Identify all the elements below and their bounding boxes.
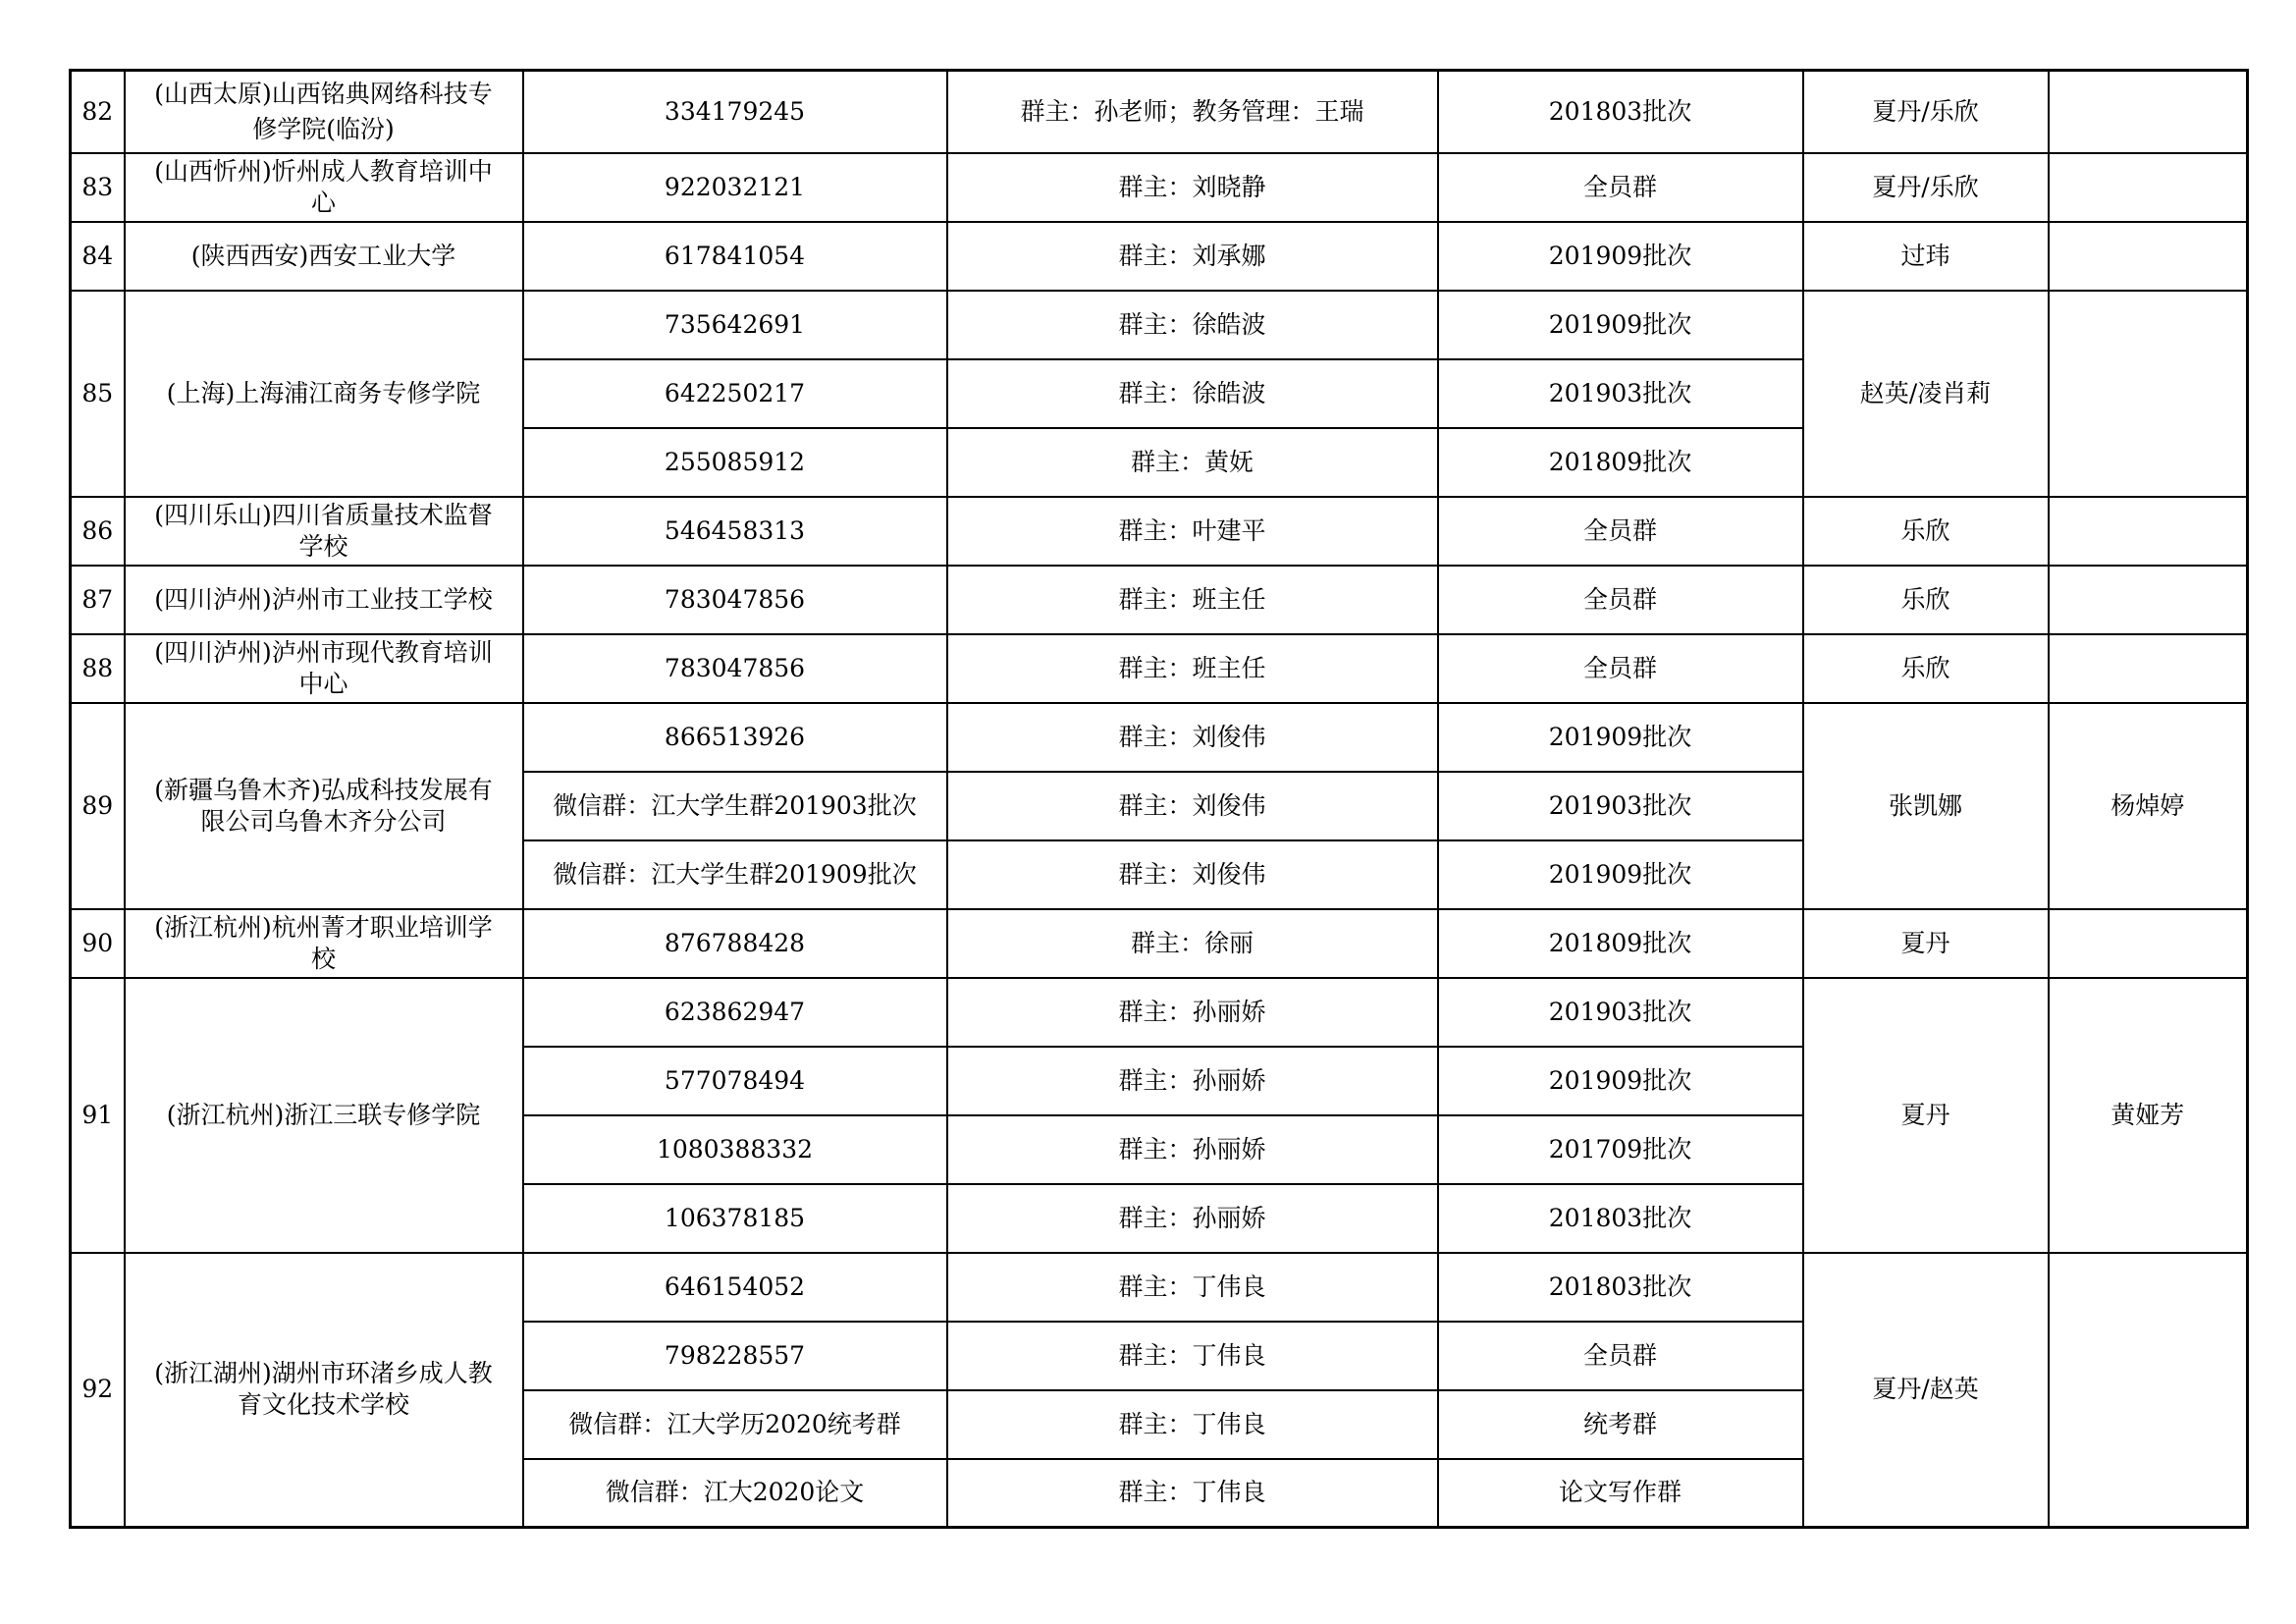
- row-index-cell: 86: [71, 497, 125, 566]
- contact-group-table: [69, 69, 2249, 1529]
- group-id-cell: 922032121: [523, 153, 947, 222]
- batch-cell: 201809批次: [1438, 909, 1803, 978]
- table-row: [71, 634, 2248, 703]
- contact-cell: 张凯娜: [1803, 703, 2049, 909]
- institution-name-line: 限公司乌鲁木齐分公司: [200, 806, 447, 836]
- group-owner-cell: 群主：孙丽娇: [947, 978, 1438, 1047]
- institution-name-cell: [125, 703, 523, 909]
- institution-name-line: 修学院(临汾): [252, 114, 395, 143]
- batch-cell: 201909批次: [1438, 703, 1803, 772]
- group-id-cell: 1080388332: [523, 1115, 947, 1184]
- batch-cell: 201903批次: [1438, 978, 1803, 1047]
- institution-name-line: (浙江杭州)杭州菁才职业培训学: [154, 912, 493, 942]
- group-id-cell: 798228557: [523, 1322, 947, 1390]
- supervisor-cell: [2049, 71, 2248, 153]
- table-row: [71, 222, 2248, 291]
- group-id-cell: 微信群：江大学生群201903批次: [523, 772, 947, 840]
- group-owner-cell: 群主：丁伟良: [947, 1253, 1438, 1322]
- batch-cell: 论文写作群: [1438, 1459, 1803, 1528]
- row-index-cell: 84: [71, 222, 125, 291]
- contact-cell: 乐欣: [1803, 566, 2049, 634]
- institution-name-line: 中心: [298, 669, 348, 698]
- row-index-cell: 91: [71, 978, 125, 1253]
- institution-name-line: (山西忻州)忻州成人教育培训中: [154, 156, 493, 186]
- batch-cell: 201903批次: [1438, 359, 1803, 428]
- group-id-cell: 735642691: [523, 291, 947, 359]
- batch-cell: 201803批次: [1438, 1184, 1803, 1253]
- table-row: [71, 566, 2248, 634]
- row-index-cell: 87: [71, 566, 125, 634]
- group-owner-cell: 群主：徐丽: [947, 909, 1438, 978]
- supervisor-cell: 杨焯婷: [2049, 703, 2248, 909]
- group-id-cell: 546458313: [523, 497, 947, 566]
- batch-cell: 201909批次: [1438, 291, 1803, 359]
- contact-cell: 乐欣: [1803, 497, 2049, 566]
- batch-cell: 201909批次: [1438, 222, 1803, 291]
- group-owner-cell: 群主：叶建平: [947, 497, 1438, 566]
- institution-name-cell: [125, 1253, 523, 1528]
- batch-cell: 201909批次: [1438, 1047, 1803, 1115]
- row-index-cell: 90: [71, 909, 125, 978]
- institution-name-cell: [125, 71, 523, 153]
- batch-cell: 201803批次: [1438, 1253, 1803, 1322]
- supervisor-cell: [2049, 1253, 2248, 1528]
- group-id-cell: 微信群：江大学历2020统考群: [523, 1390, 947, 1459]
- supervisor-cell: [2049, 909, 2248, 978]
- supervisor-cell: [2049, 497, 2248, 566]
- group-owner-cell: 群主：班主任: [947, 634, 1438, 703]
- group-owner-cell: 群主：孙丽娇: [947, 1115, 1438, 1184]
- group-id-cell: 783047856: [523, 634, 947, 703]
- institution-name-cell: [125, 291, 523, 497]
- row-index-cell: 92: [71, 1253, 125, 1528]
- batch-cell: 201909批次: [1438, 840, 1803, 909]
- contact-cell: 夏丹/乐欣: [1803, 71, 2049, 153]
- table-row: [71, 909, 2248, 978]
- supervisor-cell: [2049, 153, 2248, 222]
- batch-cell: 全员群: [1438, 1322, 1803, 1390]
- group-owner-cell: 群主：黄妩: [947, 428, 1438, 497]
- batch-cell: 全员群: [1438, 566, 1803, 634]
- contact-cell: 过玮: [1803, 222, 2049, 291]
- institution-name-line: 校: [310, 944, 336, 973]
- row-index-cell: 85: [71, 291, 125, 497]
- table-row: [71, 978, 2248, 1047]
- group-owner-cell: 群主：徐皓波: [947, 291, 1438, 359]
- supervisor-cell: [2049, 222, 2248, 291]
- institution-name-line: (山西太原)山西铭典网络科技专: [154, 79, 493, 108]
- institution-name-line: 心: [310, 188, 336, 217]
- contact-cell: 乐欣: [1803, 634, 2049, 703]
- row-index-cell: 89: [71, 703, 125, 909]
- group-id-cell: 微信群：江大2020论文: [523, 1459, 947, 1528]
- table-row: [71, 291, 2248, 359]
- table-row: [71, 497, 2248, 566]
- institution-name-line: (浙江杭州)浙江三联专修学院: [166, 1100, 481, 1129]
- institution-name-cell: [125, 566, 523, 634]
- institution-name-line: 学校: [298, 531, 348, 561]
- batch-cell: 201809批次: [1438, 428, 1803, 497]
- group-id-cell: 642250217: [523, 359, 947, 428]
- group-id-cell: 866513926: [523, 703, 947, 772]
- group-owner-cell: 群主：丁伟良: [947, 1459, 1438, 1528]
- group-owner-cell: 群主：刘俊伟: [947, 703, 1438, 772]
- institution-name-line: (上海)上海浦江商务专修学院: [166, 378, 481, 407]
- contact-cell: 夏丹: [1803, 909, 2049, 978]
- group-owner-cell: 群主：孙丽娇: [947, 1184, 1438, 1253]
- supervisor-cell: 黄娅芳: [2049, 978, 2248, 1253]
- group-owner-cell: 群主：丁伟良: [947, 1390, 1438, 1459]
- group-id-cell: 646154052: [523, 1253, 947, 1322]
- group-owner-cell: 群主：刘晓静: [947, 153, 1438, 222]
- group-owner-cell: 群主：孙老师；教务管理：王瑞: [947, 71, 1438, 153]
- group-owner-cell: 群主：班主任: [947, 566, 1438, 634]
- institution-name-line: (浙江湖州)湖州市环渚乡成人教: [154, 1359, 493, 1388]
- institution-name-line: (四川泸州)泸州市现代教育培训: [154, 637, 493, 667]
- group-id-cell: 876788428: [523, 909, 947, 978]
- contact-cell: 赵英/凌肖莉: [1803, 291, 2049, 497]
- batch-cell: 全员群: [1438, 497, 1803, 566]
- batch-cell: 统考群: [1438, 1390, 1803, 1459]
- group-id-cell: 255085912: [523, 428, 947, 497]
- institution-name-cell: [125, 497, 523, 566]
- institution-name-line: (四川泸州)泸州市工业技工学校: [154, 584, 493, 614]
- institution-name-cell: [125, 909, 523, 978]
- institution-name-line: 育文化技术学校: [237, 1390, 409, 1420]
- row-index-cell: 88: [71, 634, 125, 703]
- contact-cell: 夏丹: [1803, 978, 2049, 1253]
- institution-name-cell: [125, 978, 523, 1253]
- contact-cell: 夏丹/赵英: [1803, 1253, 2049, 1528]
- row-index-cell: 82: [71, 71, 125, 153]
- institution-name-cell: [125, 153, 523, 222]
- institution-name-line: (四川乐山)四川省质量技术监督: [154, 500, 493, 529]
- batch-cell: 201903批次: [1438, 772, 1803, 840]
- group-id-cell: 106378185: [523, 1184, 947, 1253]
- batch-cell: 全员群: [1438, 153, 1803, 222]
- group-id-cell: 微信群：江大学生群201909批次: [523, 840, 947, 909]
- table-row: [71, 153, 2248, 222]
- group-id-cell: 334179245: [523, 71, 947, 153]
- contact-cell: 夏丹/乐欣: [1803, 153, 2049, 222]
- group-id-cell: 577078494: [523, 1047, 947, 1115]
- group-id-cell: 617841054: [523, 222, 947, 291]
- institution-name-cell: [125, 634, 523, 703]
- supervisor-cell: [2049, 291, 2248, 497]
- supervisor-cell: [2049, 634, 2248, 703]
- batch-cell: 全员群: [1438, 634, 1803, 703]
- group-owner-cell: 群主：孙丽娇: [947, 1047, 1438, 1115]
- group-id-cell: 623862947: [523, 978, 947, 1047]
- group-owner-cell: 群主：刘承娜: [947, 222, 1438, 291]
- institution-name-cell: [125, 222, 523, 291]
- institution-name-line: (陕西西安)西安工业大学: [190, 241, 456, 270]
- table-row: [71, 703, 2248, 772]
- group-owner-cell: 群主：徐皓波: [947, 359, 1438, 428]
- institution-name-line: (新疆乌鲁木齐)弘成科技发展有: [154, 775, 493, 804]
- batch-cell: 201709批次: [1438, 1115, 1803, 1184]
- table-row: [71, 1253, 2248, 1322]
- supervisor-cell: [2049, 566, 2248, 634]
- group-owner-cell: 群主：刘俊伟: [947, 840, 1438, 909]
- table-row: [71, 71, 2248, 153]
- group-owner-cell: 群主：丁伟良: [947, 1322, 1438, 1390]
- group-owner-cell: 群主：刘俊伟: [947, 772, 1438, 840]
- group-id-cell: 783047856: [523, 566, 947, 634]
- batch-cell: 201803批次: [1438, 71, 1803, 153]
- row-index-cell: 83: [71, 153, 125, 222]
